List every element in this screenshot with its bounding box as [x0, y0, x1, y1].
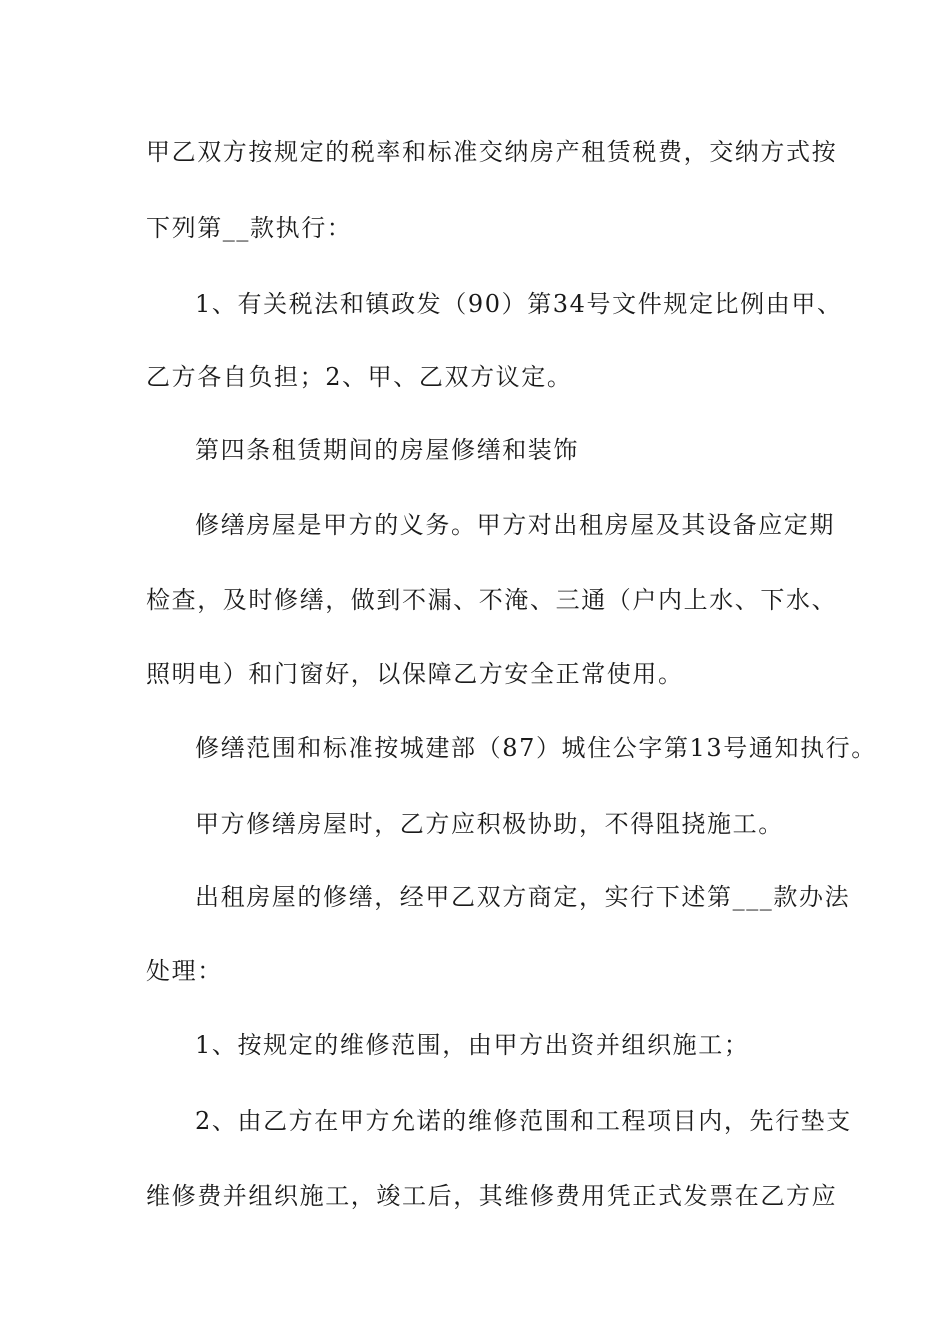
paragraph-line: 照明电）和门窗好，以保障乙方安全正常使用。: [146, 660, 684, 688]
paragraph-line: 甲方修缮房屋时，乙方应积极协助，不得阻挠施工。: [195, 810, 784, 838]
paragraph-line: 2、由乙方在甲方允诺的维修范围和工程项目内，先行垫支: [195, 1107, 852, 1135]
paragraph-line: 修缮房屋是甲方的义务。甲方对出租房屋及其设备应定期: [195, 511, 835, 539]
paragraph-line: 修缮范围和标准按城建部（87）城住公字第13号通知执行。: [195, 734, 877, 762]
paragraph-line: 检查，及时修缮，做到不漏、不淹、三通（户内上水、下水、: [146, 586, 838, 614]
paragraph-line: 1、按规定的维修范围，由甲方出资并组织施工；: [195, 1031, 750, 1059]
section-heading: 第四条租赁期间的房屋修缮和装饰: [195, 436, 579, 464]
paragraph-line: 甲乙双方按规定的税率和标准交纳房产租赁税费，交纳方式按: [146, 138, 838, 166]
paragraph-line: 乙方各自负担；2、甲、乙双方议定。: [146, 363, 573, 391]
paragraph-line: 出租房屋的修缮，经甲乙双方商定，实行下述第___款办法: [195, 883, 851, 911]
paragraph-line: 处理：: [146, 957, 223, 985]
paragraph-line: 1、有关税法和镇政发（90）第34号文件规定比例由甲、: [195, 290, 843, 318]
paragraph-line: 维修费并组织施工，竣工后，其维修费用凭正式发票在乙方应: [146, 1182, 838, 1210]
paragraph-line: 下列第__款执行：: [146, 214, 353, 242]
